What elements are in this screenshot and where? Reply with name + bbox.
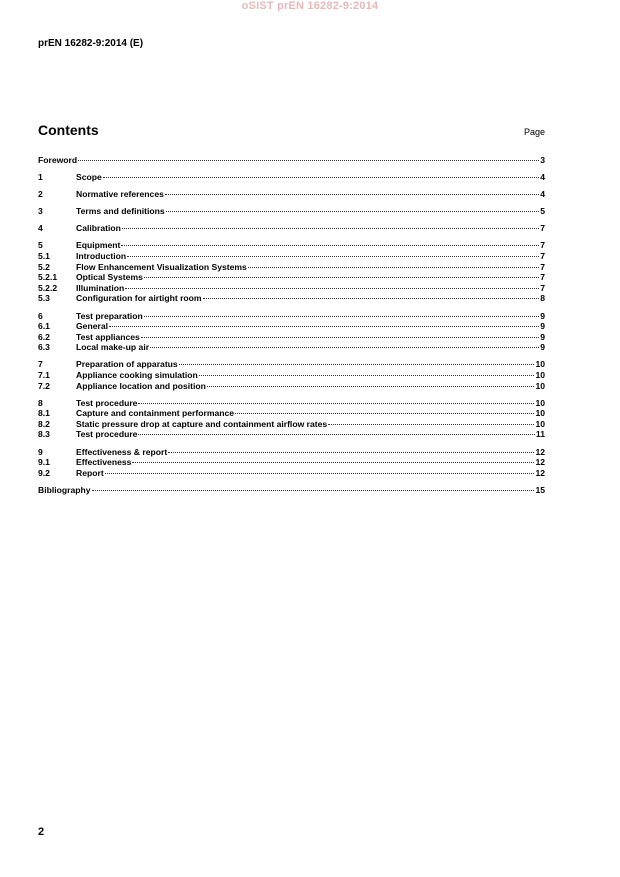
toc-entry-number: 5.3 bbox=[38, 293, 50, 304]
toc-entry-title: Normative references bbox=[76, 189, 164, 200]
toc-entry[interactable] bbox=[38, 155, 545, 166]
toc-entry[interactable] bbox=[38, 408, 545, 419]
toc-entry[interactable] bbox=[38, 321, 545, 332]
toc-entry-number: 5 bbox=[38, 240, 43, 251]
toc-entry-number: 9.2 bbox=[38, 467, 50, 478]
toc-entry-page: 7 bbox=[540, 240, 545, 251]
toc-entry-number: 8.1 bbox=[38, 408, 50, 419]
toc-entry[interactable] bbox=[38, 189, 545, 200]
toc-entry-title: Test preparation bbox=[76, 310, 143, 321]
table-of-contents bbox=[38, 155, 545, 502]
toc-entry-page: 8 bbox=[540, 293, 545, 304]
toc-entry-number: 8.2 bbox=[38, 418, 50, 429]
toc-entry-number: 6 bbox=[38, 310, 43, 321]
toc-entry-title: Terms and definitions bbox=[76, 206, 165, 217]
toc-entry-number: 6.2 bbox=[38, 331, 50, 342]
toc-entry-number: 9.1 bbox=[38, 457, 50, 468]
toc-entry-page: 7 bbox=[540, 261, 545, 272]
toc-entry-page: 11 bbox=[535, 429, 545, 440]
toc-entry-number: 5.2 bbox=[38, 261, 50, 272]
toc-entry-title: Optical Systems bbox=[76, 272, 143, 283]
toc-group bbox=[38, 223, 545, 234]
toc-entry[interactable] bbox=[38, 468, 545, 479]
toc-entry-title: Local make-up air bbox=[76, 342, 150, 353]
toc-entry-page: 9 bbox=[540, 342, 545, 353]
toc-dot-leader bbox=[127, 256, 539, 257]
toc-dot-leader bbox=[207, 386, 535, 387]
toc-entry[interactable] bbox=[38, 206, 545, 217]
toc-entry-page: 4 bbox=[540, 172, 545, 183]
toc-entry-number: 2 bbox=[38, 189, 43, 200]
toc-entry-title: Introduction bbox=[76, 251, 127, 262]
toc-entry[interactable] bbox=[38, 223, 545, 234]
toc-entry-number: 3 bbox=[38, 206, 43, 217]
toc-dot-leader bbox=[199, 375, 535, 376]
toc-dot-leader bbox=[141, 337, 539, 338]
toc-entry-title: Equipment bbox=[76, 240, 121, 251]
contents-title: Contents bbox=[38, 122, 99, 138]
toc-dot-leader bbox=[122, 228, 539, 229]
watermark: oSIST prEN 16282-9:2014 bbox=[241, 0, 379, 12]
toc-entry[interactable] bbox=[38, 359, 545, 370]
toc-entry[interactable] bbox=[38, 370, 545, 381]
toc-entry-number: 4 bbox=[38, 223, 43, 234]
toc-dot-leader bbox=[328, 424, 534, 425]
toc-dot-leader bbox=[103, 177, 539, 178]
toc-entry[interactable] bbox=[38, 293, 545, 304]
toc-entry-title: Effectiveness bbox=[76, 457, 132, 468]
page-number: 2 bbox=[38, 826, 45, 838]
toc-dot-leader bbox=[235, 413, 534, 414]
toc-entry[interactable] bbox=[38, 251, 545, 262]
toc-entry-page: 10 bbox=[535, 408, 545, 419]
toc-dot-leader bbox=[150, 347, 539, 348]
toc-entry-title: Effectiveness & report bbox=[76, 446, 168, 457]
document-id: prEN 16282-9:2014 (E) bbox=[38, 38, 144, 49]
toc-group bbox=[38, 485, 545, 496]
toc-entry-title: Appliance location and position bbox=[76, 380, 206, 391]
toc-entry-number: 5.2.1 bbox=[38, 272, 58, 283]
toc-group bbox=[38, 359, 545, 391]
toc-entry-title: Capture and containment performance bbox=[76, 408, 235, 419]
toc-dot-leader bbox=[168, 452, 534, 453]
toc-entry-page: 3 bbox=[540, 155, 545, 165]
toc-dot-leader bbox=[144, 277, 539, 278]
toc-entry[interactable] bbox=[38, 429, 545, 440]
toc-dot-leader bbox=[138, 403, 534, 404]
toc-entry[interactable] bbox=[38, 311, 545, 322]
toc-entry-page: 9 bbox=[540, 310, 545, 321]
toc-entry-page: 15 bbox=[535, 484, 545, 495]
toc-entry[interactable] bbox=[38, 485, 545, 496]
toc-entry-title: Test procedure bbox=[76, 429, 138, 440]
toc-dot-leader bbox=[165, 194, 539, 195]
toc-entry[interactable] bbox=[38, 272, 545, 283]
toc-entry-page: 9 bbox=[540, 321, 545, 332]
toc-group bbox=[38, 189, 545, 200]
toc-entry[interactable] bbox=[38, 342, 545, 353]
toc-entry-title: Test appliances bbox=[76, 331, 140, 342]
toc-entry-title: Flow Enhancement Visualization Systems bbox=[76, 261, 247, 272]
toc-entry-title: Report bbox=[76, 467, 104, 478]
toc-dot-leader bbox=[109, 326, 539, 327]
toc-entry[interactable] bbox=[38, 262, 545, 273]
toc-entry-number: 7 bbox=[38, 359, 43, 370]
toc-entry-title: General bbox=[76, 321, 109, 332]
toc-group bbox=[38, 240, 545, 304]
toc-entry[interactable] bbox=[38, 457, 545, 468]
toc-entry-page: 5 bbox=[540, 206, 545, 217]
toc-entry[interactable] bbox=[38, 447, 545, 458]
toc-entry-number: 1 bbox=[38, 172, 43, 183]
toc-entry-number: 7.1 bbox=[38, 370, 50, 380]
toc-entry-number: 6.3 bbox=[38, 342, 50, 353]
toc-entry-page: 7 bbox=[540, 251, 545, 262]
toc-entry[interactable] bbox=[38, 419, 545, 430]
toc-group bbox=[38, 398, 545, 440]
toc-group bbox=[38, 447, 545, 479]
toc-entry-number: 9 bbox=[38, 446, 43, 457]
toc-dot-leader bbox=[138, 434, 534, 435]
toc-dot-leader bbox=[121, 245, 539, 246]
toc-entry-title: Scope bbox=[76, 172, 102, 183]
toc-dot-leader bbox=[166, 211, 540, 212]
toc-entry-page: 7 bbox=[540, 282, 545, 293]
toc-dot-leader bbox=[125, 288, 539, 289]
toc-entry-page: 10 bbox=[535, 397, 545, 408]
toc-entry-title: Test procedure bbox=[76, 397, 138, 408]
toc-dot-leader bbox=[248, 267, 539, 268]
toc-entry-page: 4 bbox=[540, 189, 545, 200]
toc-entry[interactable] bbox=[38, 172, 545, 183]
toc-dot-leader bbox=[144, 316, 540, 317]
toc-entry-number: 5.1 bbox=[38, 251, 50, 262]
toc-entry-title: Foreword bbox=[38, 155, 78, 165]
toc-dot-leader bbox=[179, 364, 535, 365]
toc-entry-page: 10 bbox=[535, 418, 545, 429]
toc-entry-page: 7 bbox=[540, 223, 545, 234]
toc-entry-title: Preparation of apparatus bbox=[76, 359, 178, 370]
toc-group bbox=[38, 206, 545, 217]
toc-entry-page: 10 bbox=[535, 380, 545, 391]
toc-dot-leader bbox=[92, 490, 535, 491]
toc-entry-number: 5.2.2 bbox=[38, 282, 58, 293]
toc-group bbox=[38, 155, 545, 166]
toc-group bbox=[38, 172, 545, 183]
toc-entry[interactable] bbox=[38, 398, 545, 409]
toc-group bbox=[38, 311, 545, 353]
toc-entry-page: 12 bbox=[535, 457, 545, 468]
toc-entry[interactable] bbox=[38, 332, 545, 343]
toc-entry[interactable] bbox=[38, 240, 545, 251]
toc-entry-number: 8 bbox=[38, 397, 43, 408]
toc-dot-leader bbox=[132, 462, 534, 463]
toc-entry-page: 10 bbox=[535, 370, 545, 380]
toc-entry-title: Calibration bbox=[76, 223, 121, 234]
toc-entry-title: Appliance cooking simulation bbox=[76, 370, 198, 380]
toc-entry-page: 9 bbox=[540, 331, 545, 342]
toc-entry-number: 7.2 bbox=[38, 380, 50, 391]
toc-dot-leader bbox=[203, 298, 540, 299]
toc-dot-leader bbox=[78, 160, 539, 161]
toc-entry-title: Illumination bbox=[76, 282, 125, 293]
toc-entry-title: Configuration for airtight room bbox=[76, 293, 202, 304]
toc-entry-title: Static pressure drop at capture and containment airflow rates bbox=[76, 418, 328, 429]
toc-dot-leader bbox=[105, 473, 535, 474]
toc-entry-page: 12 bbox=[535, 446, 545, 457]
toc-entry[interactable] bbox=[38, 381, 545, 392]
toc-entry-number: 6.1 bbox=[38, 321, 50, 332]
page-column-label: Page bbox=[523, 127, 545, 137]
toc-entry-number: 8.3 bbox=[38, 429, 50, 440]
toc-entry-page: 7 bbox=[540, 272, 545, 283]
toc-entry-page: 10 bbox=[535, 359, 545, 370]
toc-entry[interactable] bbox=[38, 283, 545, 294]
toc-entry-page: 12 bbox=[535, 467, 545, 478]
toc-entry-title: Bibliography bbox=[38, 484, 91, 495]
